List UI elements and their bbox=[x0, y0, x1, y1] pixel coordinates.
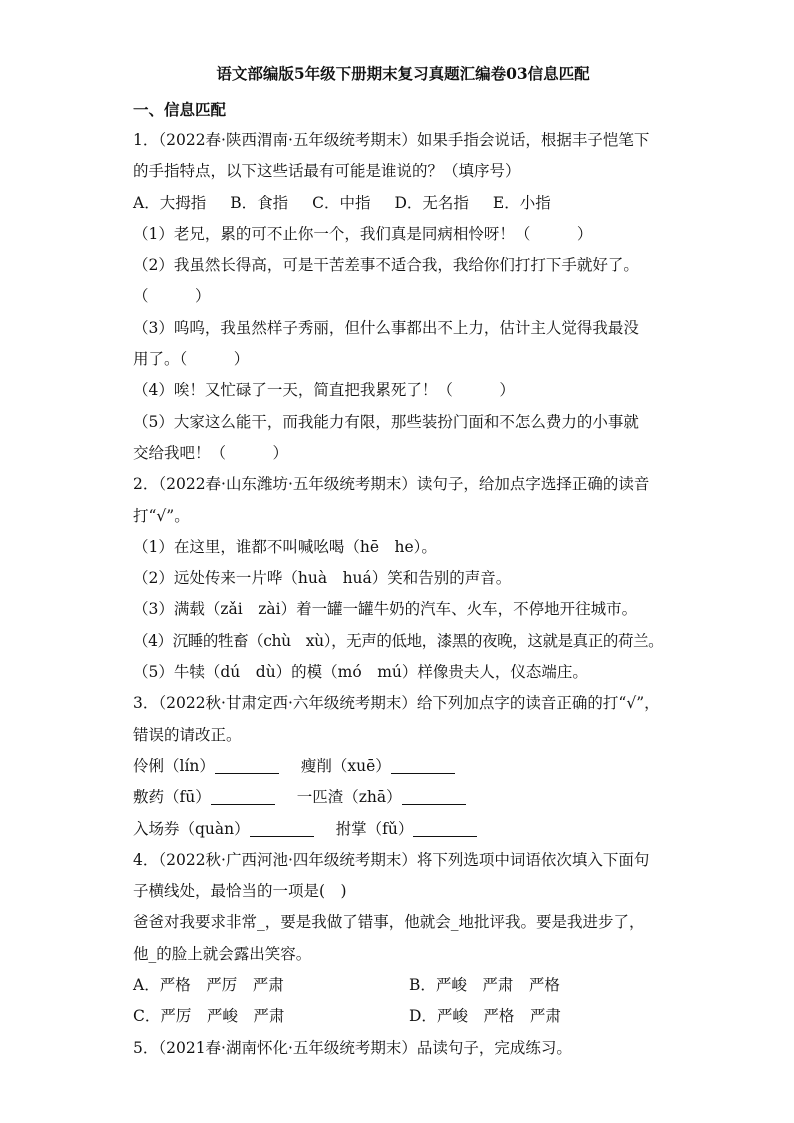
options-row bbox=[133, 1001, 673, 1032]
question-text: 他_的脸上就会露出笑容。 bbox=[133, 944, 312, 963]
question-5 bbox=[133, 1033, 673, 1064]
question-3 bbox=[133, 688, 673, 844]
sub-item: （3）满载（zǎi zài）着一罐一罐牛奶的汽车、火车，不停地开往城市。 bbox=[133, 600, 638, 619]
options-row bbox=[133, 970, 673, 1001]
answer-row bbox=[133, 782, 673, 813]
answer-blank[interactable] bbox=[250, 818, 314, 837]
sub-item: （ ） bbox=[133, 287, 211, 306]
word-prompt: 敷药（fū） bbox=[133, 788, 211, 807]
question-text: 2．（2022春·山东潍坊·五年级统考期末）读句子，给加点字选择正确的读音 bbox=[133, 475, 650, 494]
option: D．严峻 严格 严肃 bbox=[409, 1007, 561, 1026]
answer-row bbox=[133, 814, 673, 845]
option: B．严峻 严肃 严格 bbox=[409, 976, 560, 995]
sub-item: （2）我虽然长得高，可是干苦差事不适合我，我给你们打打下手就好了。 bbox=[133, 256, 639, 275]
sub-item: （1）在这里，谁都不叫喊吆喝（hē he）。 bbox=[133, 537, 437, 556]
question-text: 爸爸对我要求非常_，要是我做了错事，他就会_地批评我。要是我进步了， bbox=[133, 913, 645, 932]
sub-item: （4）沉睡的牲畜（chù xù），无声的低地，漆黑的夜晚，这就是真正的荷兰。 bbox=[133, 631, 664, 650]
word-prompt: 入场券（quàn） bbox=[133, 819, 250, 838]
question-2 bbox=[133, 469, 673, 688]
option: A．大拇指 bbox=[133, 193, 207, 212]
sub-item: 用了。（ ） bbox=[133, 350, 250, 369]
document-title: 语文部编版5年级下册期末复习真题汇编卷03信息匹配 bbox=[216, 64, 590, 83]
option: B．食指 bbox=[230, 193, 289, 212]
answer-blank[interactable] bbox=[402, 786, 466, 805]
options-row bbox=[133, 188, 673, 219]
word-prompt: 瘦削（xuē） bbox=[300, 756, 391, 775]
sub-item: （5）大家这么能干，而我能力有限，那些装扮门面和不怎么费力的小事就 bbox=[133, 412, 639, 431]
answer-blank[interactable] bbox=[391, 755, 455, 774]
question-4 bbox=[133, 845, 673, 1033]
sub-item: （2）远处传来一片哗（huà huá）笑和告别的声音。 bbox=[133, 569, 512, 588]
question-text: 5．（2021春·湖南怀化·五年级统考期末）品读句子，完成练习。 bbox=[133, 1038, 572, 1057]
option: D．无名指 bbox=[394, 193, 469, 212]
question-text: 3．（2022秋·甘肃定西·六年级统考期末）给下列加点字的读音正确的打“√”， bbox=[133, 694, 660, 713]
question-text: 错误的请改正。 bbox=[133, 725, 242, 744]
answer-blank[interactable] bbox=[215, 755, 279, 774]
option: C．中指 bbox=[312, 193, 371, 212]
option: E．小指 bbox=[492, 193, 551, 212]
sub-item: （3）呜呜，我虽然样子秀丽，但什么事都出不上力，估计主人觉得我最没 bbox=[133, 318, 639, 337]
option: C．严厉 严峻 严肃 bbox=[133, 1007, 285, 1026]
section-heading: 一、信息匹配 bbox=[133, 100, 227, 119]
word-prompt: 拊掌（fǔ） bbox=[335, 819, 414, 838]
sub-item: 交给我吧！（ ） bbox=[133, 443, 289, 462]
question-text: 的手指特点，以下这些话最有可能是谁说的？（填序号） bbox=[133, 162, 521, 181]
question-text: 1．（2022春·陕西渭南·五年级统考期末）如果手指会说话，根据丰子恺笔下 bbox=[133, 131, 650, 149]
answer-row bbox=[133, 751, 673, 782]
question-text: 子横线处，最恰当的一项是( ) bbox=[133, 882, 347, 901]
word-prompt: 一匹渣（zhā） bbox=[296, 788, 402, 807]
question-1 bbox=[133, 125, 673, 469]
sub-item: （4）唉！又忙碌了一天，简直把我累死了！（ ） bbox=[133, 381, 515, 400]
sub-item: （1）老兄，累的可不止你一个，我们真是同病相怜呀！（ ） bbox=[133, 224, 593, 243]
answer-blank[interactable] bbox=[413, 818, 477, 837]
document-page bbox=[133, 62, 673, 1064]
word-prompt: 伶俐（lín） bbox=[133, 756, 215, 775]
sub-item: （5）牛犊（dú dù）的模（mó mú）样像贵夫人，仪态端庄。 bbox=[133, 663, 588, 682]
option: A．严格 严厉 严肃 bbox=[133, 976, 284, 995]
question-text: 打“√”。 bbox=[133, 506, 190, 525]
answer-blank[interactable] bbox=[211, 786, 275, 805]
question-text: 4．（2022秋·广西河池·四年级统考期末）将下列选项中词语依次填入下面句 bbox=[133, 850, 650, 869]
